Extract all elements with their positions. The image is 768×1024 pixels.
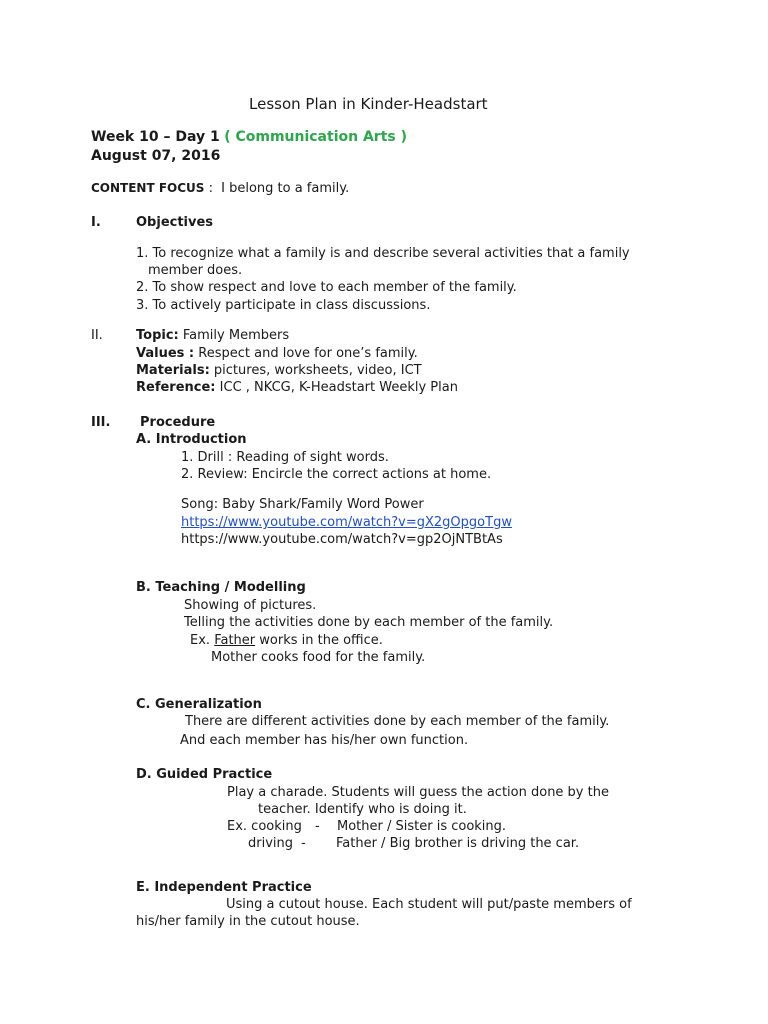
example-word: Father — [214, 633, 256, 648]
objective-item: member does. — [148, 263, 243, 278]
song-line: Song: Baby Shark/Family Word Power — [181, 497, 424, 512]
generalization-heading: C. Generalization — [136, 697, 262, 712]
teaching-example — [190, 632, 383, 649]
materials-label: Materials: — [136, 363, 210, 378]
objectives-heading: Objectives — [136, 215, 214, 230]
guided-example-action: driving — [248, 836, 294, 851]
content-focus — [91, 180, 349, 197]
document-title: Lesson Plan in Kinder-Headstart — [249, 95, 488, 113]
guided-example-dash: - — [315, 819, 320, 834]
reference-line — [136, 379, 458, 396]
topic-value: Family Members — [182, 328, 290, 343]
topic-numeral: II. — [91, 328, 103, 343]
independent-line: his/her family in the cutout house. — [136, 914, 360, 929]
values-label: Values : — [136, 346, 195, 361]
guided-example-action: Ex. cooking — [227, 819, 302, 834]
objective-item: 1. To recognize what a family is and describe several activities that a family — [136, 246, 630, 261]
guided-line: Play a charade. Students will guess the action done by the — [227, 785, 609, 800]
guided-example-result: Mother / Sister is cooking. — [337, 819, 507, 834]
content-focus-text: I belong to a family. — [221, 181, 350, 196]
youtube-link-2: https://www.youtube.com/watch?v=gp2OjNTBtAs — [181, 532, 503, 547]
teaching-line: Mother cooks food for the family. — [211, 650, 426, 665]
week-day: Week 10 – Day 1 — [91, 129, 220, 145]
youtube-link-1[interactable]: https://www.youtube.com/watch?v=gX2gOpgoTgw — [181, 515, 512, 530]
example-prefix: Ex. — [190, 633, 211, 648]
guided-example-result: Father / Big brother is driving the car. — [336, 836, 580, 851]
teaching-line: Showing of pictures. — [184, 598, 317, 613]
guided-example-dash: - — [301, 836, 306, 851]
objective-item: 3. To actively participate in class discussions. — [136, 298, 431, 313]
teaching-heading: B. Teaching / Modelling — [136, 580, 306, 595]
review-line: 2. Review: Encircle the correct actions at home. — [181, 467, 492, 482]
materials-line — [136, 362, 422, 379]
introduction-heading: A. Introduction — [136, 432, 247, 447]
week-day-line — [91, 129, 407, 146]
generalization-line: And each member has his/her own function. — [180, 733, 469, 748]
values-line — [136, 345, 418, 362]
materials-value: pictures, worksheets, video, ICT — [213, 363, 422, 378]
reference-label: Reference: — [136, 380, 216, 395]
values-value: Respect and love for one’s family. — [198, 346, 418, 361]
objectives-numeral: I. — [91, 215, 101, 230]
content-focus-separator: : — [208, 181, 213, 196]
example-rest: works in the office. — [255, 633, 383, 648]
drill-line: 1. Drill : Reading of sight words. — [181, 450, 389, 465]
topic-label: Topic: — [136, 328, 179, 343]
guided-line: teacher. Identify who is doing it. — [258, 802, 467, 817]
guided-heading: D. Guided Practice — [136, 767, 273, 782]
independent-line: Using a cutout house. Each student will put/paste members of — [226, 897, 632, 912]
content-focus-label: CONTENT FOCUS — [91, 181, 205, 195]
generalization-line: There are different activities done by each member of the family. — [185, 714, 610, 729]
procedure-heading: Procedure — [140, 415, 216, 430]
objective-item: 2. To show respect and love to each member of the family. — [136, 280, 517, 295]
lesson-date: August 07, 2016 — [91, 148, 221, 164]
reference-value: ICC , NKCG, K-Headstart Weekly Plan — [219, 380, 458, 395]
independent-heading: E. Independent Practice — [136, 880, 312, 895]
topic-line — [136, 327, 289, 344]
procedure-numeral: III. — [91, 415, 111, 430]
subject: ( Communication Arts ) — [224, 129, 407, 145]
teaching-line: Telling the activities done by each member of the family. — [184, 615, 554, 630]
